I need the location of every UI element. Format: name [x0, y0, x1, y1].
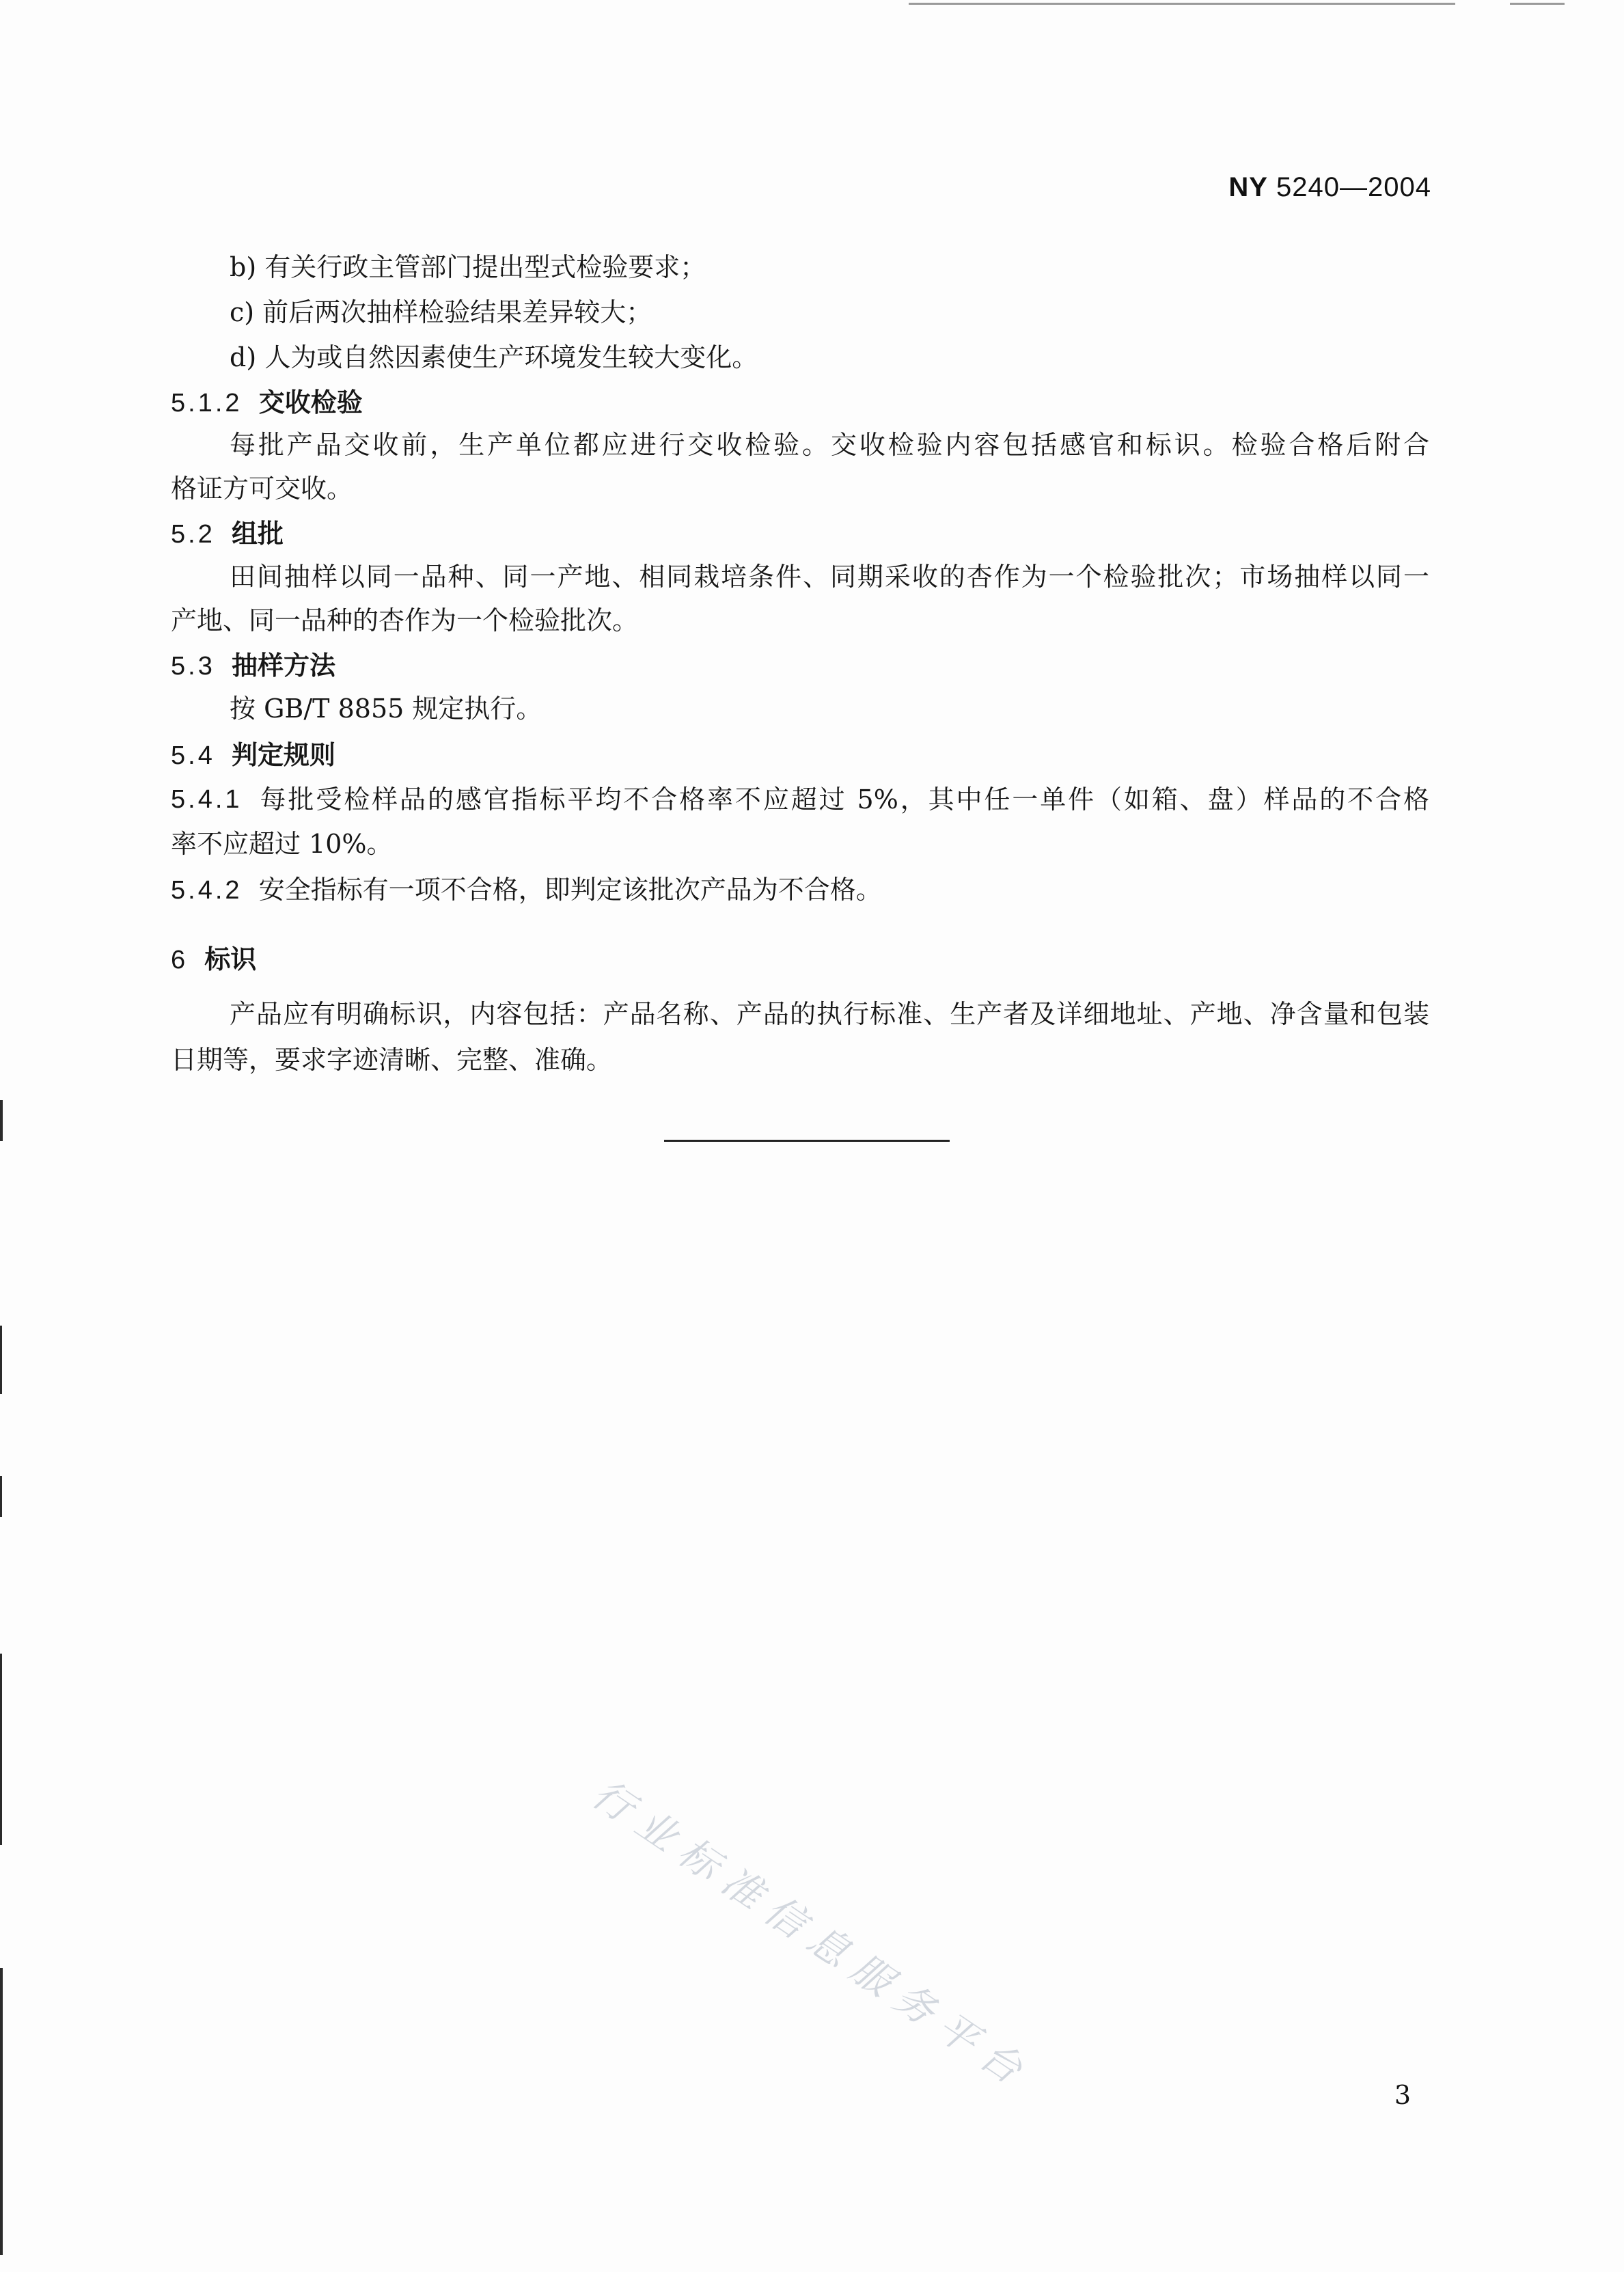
section-title: 交收检验 [258, 387, 363, 418]
clause-5-4-1 [171, 783, 1429, 816]
clause-number: 5.4.2 [171, 876, 243, 905]
section-heading-5-4 [171, 739, 335, 772]
scan-edge-line [1510, 3, 1565, 5]
section-heading-6 [171, 943, 256, 976]
section-number: 5.1.2 [171, 389, 243, 418]
section-title: 抽样方法 [232, 651, 336, 681]
clause-number: 5.4.1 [171, 785, 243, 814]
paragraph-line: 率不应超过 10%。 [171, 829, 393, 859]
section-number: 6 [171, 946, 189, 974]
paragraph-line: 日期等，要求字迹清晰、完整、准确。 [171, 1045, 613, 1075]
standard-prefix: NY [1228, 172, 1268, 202]
paragraph-line: 安全指标有一项不合格，即判定该批次产品为不合格。 [258, 875, 882, 905]
scan-edge-mark [0, 1654, 2, 1845]
scan-edge-mark [0, 1326, 2, 1394]
section-title: 判定规则 [232, 740, 336, 770]
section-number: 5.3 [171, 652, 215, 681]
standard-number [1228, 172, 1431, 203]
section-number: 5.2 [171, 520, 215, 549]
clause-5-4-2 [171, 873, 882, 907]
standard-code: 5240—2004 [1276, 172, 1431, 202]
watermark: 行业标准信息服务平台 [583, 1770, 1041, 2100]
scan-edge-line [909, 3, 1455, 5]
section-heading-5-3 [171, 649, 335, 683]
paragraph-line: 产地、同一品种的杏作为一个检验批次。 [171, 605, 639, 635]
scan-edge-mark [0, 1100, 3, 1141]
page-number: 3 [1394, 2080, 1411, 2110]
section-heading-5-1-2 [171, 386, 363, 420]
list-item: c) 前后两次抽样检验结果差异较大； [230, 297, 652, 327]
scan-edge-mark [0, 1476, 2, 1517]
end-of-document-rule [664, 1140, 950, 1142]
paragraph-line: 每批产品交收前，生产单位都应进行交收检验。交收检验内容包括感官和标识。检验合格后附合 [230, 430, 1429, 460]
list-item: b) 有关行政主管部门提出型式检验要求； [230, 252, 706, 282]
paragraph-line: 田间抽样以同一品种、同一产地、相同栽培条件、同期采收的杏作为一个检验批次；市场抽样以同一 [230, 562, 1429, 592]
section-number: 5.4 [171, 741, 215, 770]
paragraph-line: 产品应有明确标识，内容包括：产品名称、产品的执行标准、生产者及详细地址、产地、净含量和包装 [230, 999, 1429, 1029]
section-heading-5-2 [171, 517, 284, 551]
paragraph-line: 每批受检样品的感官指标平均不合格率不应超过 5%，其中任一单件（如箱、盘）样品的不合格 [260, 784, 1429, 815]
section-title: 组批 [232, 519, 284, 549]
paragraph-line: 按 GB/T 8855 规定执行。 [230, 694, 542, 724]
scan-edge-mark [0, 1968, 3, 2255]
paragraph-line: 格证方可交收。 [171, 474, 353, 504]
list-item: d) 人为或自然因素使生产环境发生较大变化。 [230, 342, 758, 372]
section-title: 标识 [204, 944, 257, 974]
